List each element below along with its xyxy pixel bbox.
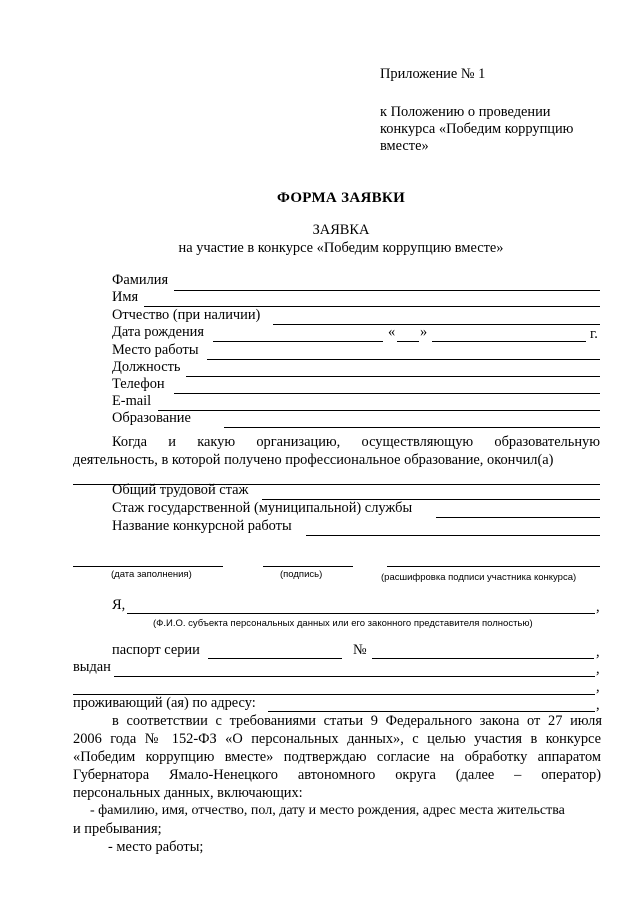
education-question-line-2: деятельность, в которой получено профессиональное образование, окончил(а) [73, 452, 554, 468]
consent-comma-5: , [596, 697, 600, 713]
annex-line-3: вместе» [380, 138, 429, 154]
subject-name-caption: (Ф.И.О. субъекта персональных данных или его законного представителя полностью) [153, 618, 533, 629]
birth-date-label: Дата рождения [112, 324, 204, 340]
date-field[interactable] [73, 566, 223, 567]
name-label: Имя [112, 289, 139, 305]
consent-paragraph-line-1: в соответствии с требованиями статьи 9 Федерального закона от 27 июля [112, 713, 602, 729]
passport-number-field[interactable] [372, 658, 594, 659]
birth-day-open: « [388, 324, 396, 340]
workplace-label: Место работы [112, 342, 199, 358]
annex-line-2: конкурса «Победим коррупцию [380, 121, 574, 137]
signature-caption: (подпись) [280, 569, 323, 580]
phone-field[interactable] [174, 393, 600, 394]
birth-day-field[interactable] [397, 341, 419, 342]
consent-item-1-line-1: - фамилию, имя, отчество, пол, дату и место рождения, адрес места жительства [90, 803, 565, 818]
consent-item-1-line-2: и пребывания; [73, 821, 162, 837]
consent-paragraph-line-3: «Победим коррупцию вместе» подтверждаю согласие на обработку аппаратом [73, 749, 601, 765]
passport-series-field[interactable] [208, 658, 342, 659]
consent-paragraph-line-5: персональных данных, включающих: [73, 785, 303, 801]
consent-comma-4: , [596, 679, 600, 695]
work-title-label: Название конкурсной работы [112, 518, 292, 534]
subject-name-field[interactable] [127, 613, 595, 614]
consent-paragraph-line-2: 2006 года № 152-ФЗ «О персональных данных», с целью участия в конкурсе [73, 731, 601, 747]
civil-experience-field[interactable] [436, 517, 600, 518]
consent-paragraph-line-4: Губернатора Ямало-Ненецкого автономного округа (далее – оператор) [73, 767, 601, 783]
surname-label: Фамилия [112, 272, 169, 288]
application-subtitle: на участие в конкурсе «Победим коррупцию вместе» [178, 240, 504, 256]
year-suffix: г. [590, 326, 598, 342]
education-question-line-1: Когда и какую организацию, осуществляющую образовательную [112, 434, 600, 450]
email-label: E-mail [112, 393, 152, 409]
date-caption: (дата заполнения) [111, 569, 192, 580]
issued-field[interactable] [114, 676, 595, 677]
civil-experience-label: Стаж государственной (муниципальной) службы [112, 500, 413, 516]
education-field[interactable] [224, 427, 600, 428]
birth-month-field[interactable] [432, 341, 586, 342]
consent-comma-2: , [596, 644, 600, 660]
passport-series-label: паспорт серии [112, 642, 200, 658]
birth-date-field[interactable] [213, 341, 383, 342]
surname-field[interactable] [174, 290, 600, 291]
phone-label: Телефон [112, 376, 165, 392]
application-title: ЗАЯВКА [312, 222, 370, 238]
form-title: ФОРМА ЗАЯВКИ [276, 190, 406, 206]
passport-number-label: № [353, 642, 367, 658]
issued-label: выдан [73, 659, 111, 675]
residing-label: проживающий (ая) по адресу: [73, 695, 256, 711]
position-field[interactable] [186, 376, 600, 377]
signature-decoding-field[interactable] [387, 566, 600, 567]
decoding-caption: (расшифровка подписи участника конкурса) [381, 572, 577, 583]
work-title-field[interactable] [306, 535, 600, 536]
patronymic-field[interactable] [273, 324, 600, 325]
birth-day-close: » [420, 324, 428, 340]
workplace-field[interactable] [207, 359, 600, 360]
signature-field[interactable] [263, 566, 353, 567]
email-field[interactable] [158, 410, 600, 411]
total-experience-label: Общий трудовой стаж [112, 482, 249, 498]
consent-item-2: - место работы; [108, 839, 204, 855]
position-label: Должность [112, 359, 181, 375]
consent-comma-3: , [596, 661, 600, 677]
patronymic-label: Отчество (при наличии) [112, 307, 261, 323]
consent-comma-1: , [596, 599, 600, 615]
annex-number: Приложение № 1 [380, 66, 486, 82]
education-label: Образование [112, 410, 191, 426]
consent-i: Я, [112, 597, 126, 613]
annex-line-1: к Положению о проведении [380, 104, 551, 120]
